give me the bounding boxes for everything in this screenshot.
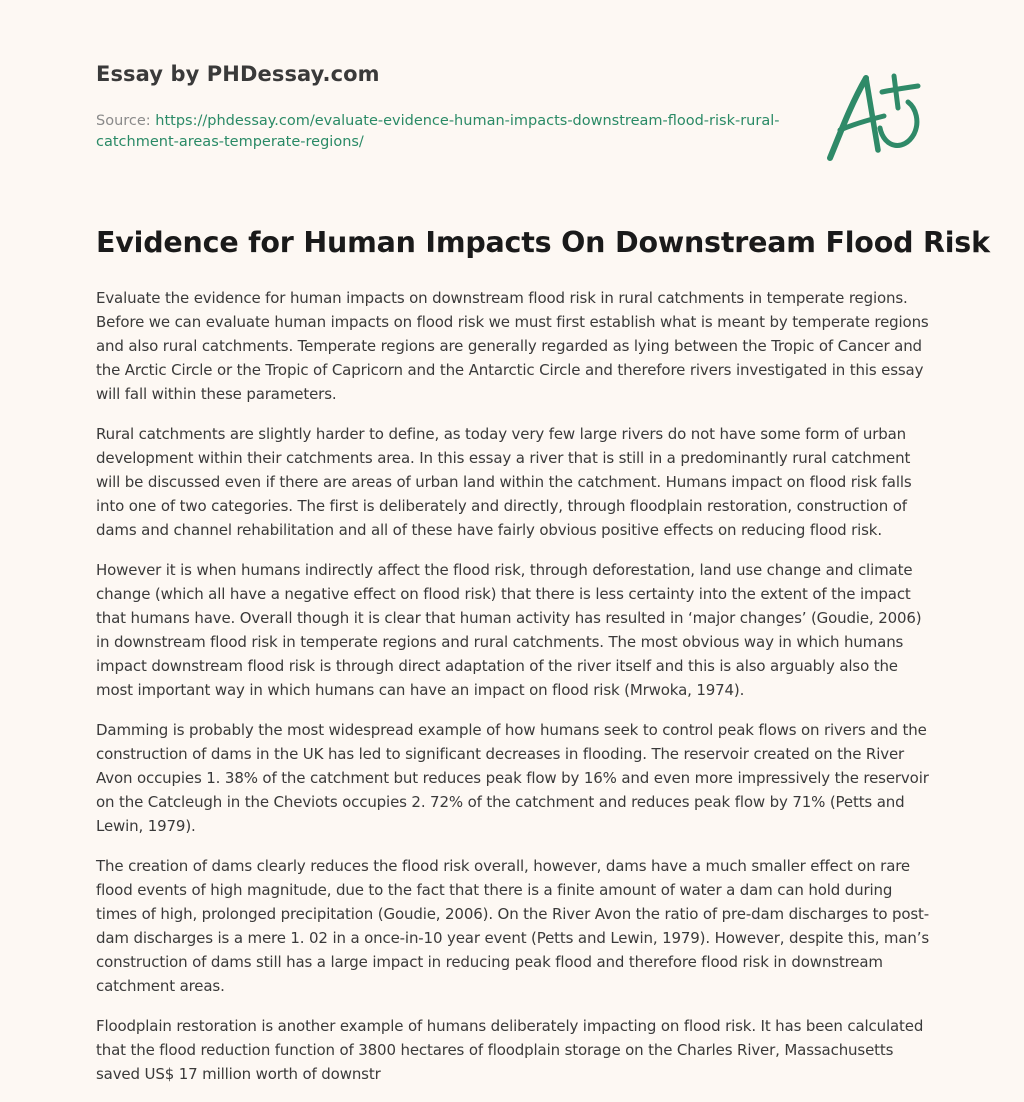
essay-title: Evidence for Human Impacts On Downstream Flood Risk [96, 226, 990, 259]
source-label: Source: [96, 113, 156, 129]
essay-paragraph: However it is when humans indirectly affect the flood risk, through deforestation, land use change and climate change (which all have a negative effect on flood risk) that there is less certainty into the extent of the impact that humans have. Overall though it is clear that human activity has resulted in ‘major changes’ (Goudie, 2006) in downstream flood risk in temperate regions and rural catchments. The most obvious way in which humans impact downstream flood risk is through direct adaptation of the river itself and this is also arguably also the most important way in which humans can have an impact on flood risk (Mrwoka, 1974). [96, 561, 922, 699]
essay-paragraph: Rural catchments are slightly harder to define, as today very few large rivers do not have some form of urban development within their catchments area. In this essay a river that is still in a predominantly rural catchment will be discussed even if there are areas of urban land within the catchment. Humans impact on flood risk falls into one of two categories. The first is deliberately and directly, through floodplain restoration, construction of dams and channel rehabilitation and all of these have fairly obvious positive effects on reducing flood risk. [96, 425, 912, 539]
source-line [96, 111, 796, 153]
essay-paragraph: Damming is probably the most widespread example of how humans seek to control peak flows on rivers and the construction of dams in the UK has led to significant decreases in flooding. The reservoir created on the River Avon occupies 1. 38% of the catchment but reduces peak flow by 16% and even more impressively the reservoir on the Catcleugh in the Cheviots occupies 2. 72% of the catchment and reduces peak flow by 71% (Petts and Lewin, 1979). [96, 721, 929, 835]
site-brand: Essay by PHDessay.com [96, 62, 380, 86]
essay-paragraph: The creation of dams clearly reduces the flood risk overall, however, dams have a much smaller effect on rare flood events of high magnitude, due to the fact that there is a finite amount of water a dam can hold during times of high, prolonged precipitation (Goudie, 2006). On the River Avon the ratio of pre-dam discharges to post-dam discharges is a mere 1. 02 in a once-in-10 year event (Petts and Lewin, 1979). However, despite this, man’s construction of dams still has a large impact in reducing peak flood and therefore flood risk in downstream catchment areas. [96, 857, 930, 995]
source-link[interactable]: https://phdessay.com/evaluate-evidence-human-impacts-downstream-flood-risk-rural-catchment-areas-temperate-regions/ [96, 113, 780, 150]
essay-body [96, 286, 932, 1102]
a-plus-logo-icon [826, 68, 926, 164]
essay-paragraph: Floodplain restoration is another example of humans deliberately impacting on flood risk. It has been calculated that the flood reduction function of 3800 hectares of floodplain storage on the Charles River, Massachusetts saved US$ 17 million worth of downstr [96, 1017, 924, 1083]
essay-paragraph: Evaluate the evidence for human impacts on downstream flood risk in rural catchments in temperate regions. Before we can evaluate human impacts on flood risk we must first establish what is meant by temperate regions and also rural catchments. Temperate regions are generally regarded as lying between the Tropic of Cancer and the Arctic Circle or the Tropic of Capricorn and the Antarctic Circle and therefore rivers investigated in this essay will fall within these parameters. [96, 289, 929, 403]
